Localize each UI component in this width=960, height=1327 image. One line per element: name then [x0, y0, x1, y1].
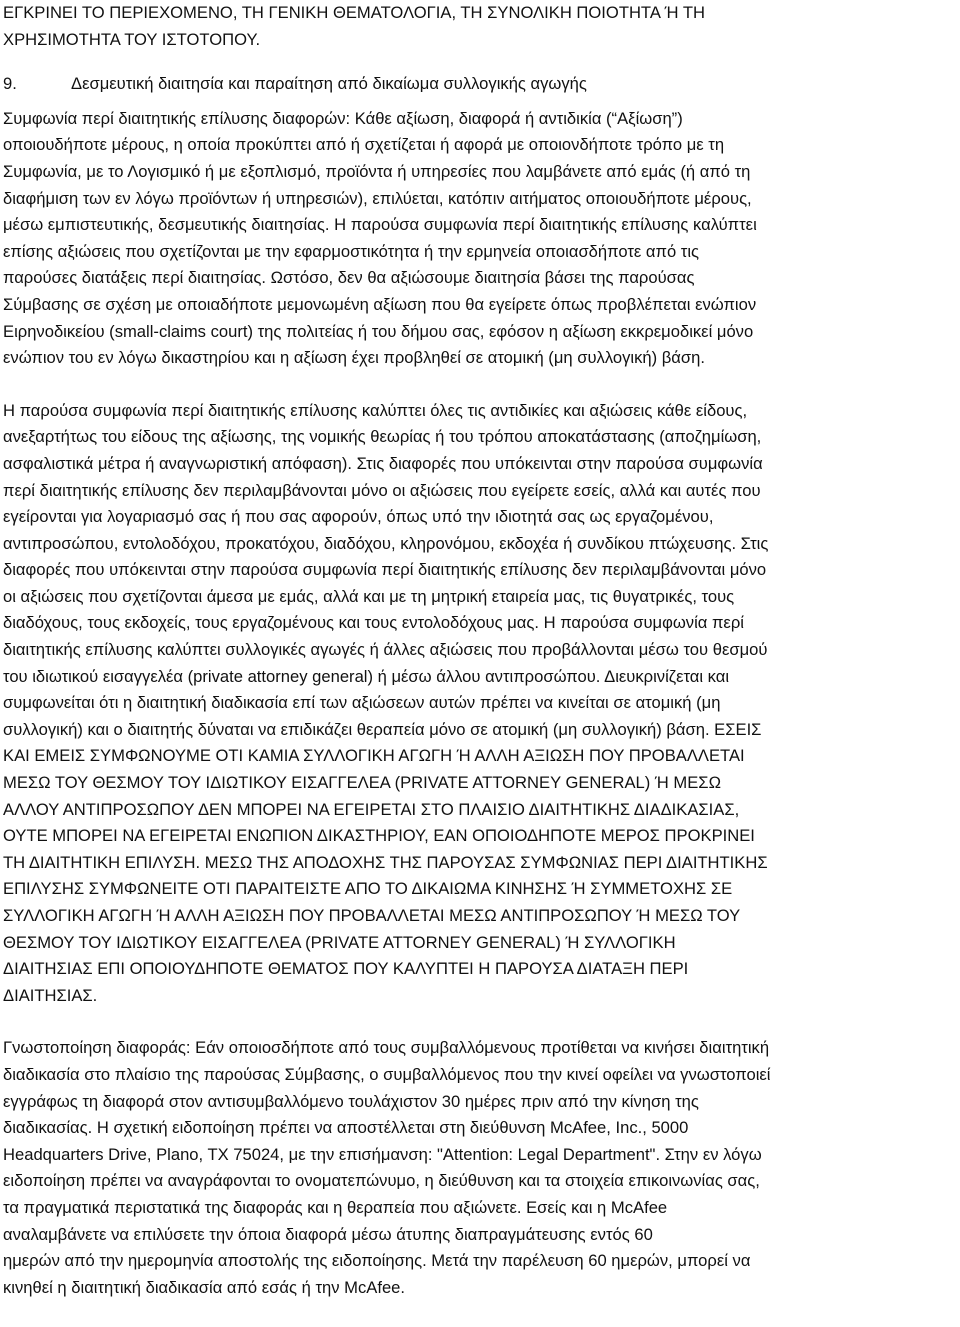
- paragraph-line: Σύμβασης σε σχέση με οποιαδήποτε μεμονωμένη αξίωση που θα εγείρετε όπως προβλέπεται ενώπιον: [3, 294, 757, 314]
- paragraph-line: Η παρούσα συμφωνία περί διαιτητικής επίλυσης καλύπτει όλες τις αντιδικίες και αξιώσεις κάθε είδους,: [3, 400, 748, 420]
- paragraph-line: ΔΙΑΙΤΗΣΙΑΣ.: [3, 985, 98, 1005]
- paragraph-line: επίσης αξιώσεις που σχετίζονται με την εφαρμοστικότητα ή την ερμηνεία οποιασδήποτε από τις: [3, 241, 700, 261]
- arbitration-agreement-paragraph: [3, 106, 960, 372]
- paragraph-line: ΕΠΙΛΥΣΗΣ ΣΥΜΦΩΝΕΙΤΕ ΟΤΙ ΠΑΡΑΙΤΕΙΣΤΕ ΑΠΟ ΤΟ ΔΙΚΑΙΩΜΑ ΚΙΝΗΣΗΣ Ή ΣΥΜΜΕΤΟΧΗΣ ΣΕ: [3, 879, 733, 899]
- paragraph-line: περί διαιτητικής επίλυσης δεν περιλαμβάνονται μόνο οι αξιώσεις που εγείρετε εσείς, αλλά και αυτές που: [3, 480, 761, 500]
- paragraph-line: διαφήμιση των εν λόγω προϊόντων ή υπηρεσιών), επιλύεται, κατόπιν αιτήματος οποιουδήποτε μέρους,: [3, 188, 752, 208]
- paragraph-line: Συμφωνία, με το Λογισμικό ή με εξοπλισμό, προϊόντα ή υπηρεσίες που λαμβάνετε από εμάς (ή από τη: [3, 161, 751, 181]
- paragraph-line: διαφορές που υπόκεινται στην παρούσα συμφωνία περί διαιτητικής επίλυσης δεν περιλαμβάνονται μόνο: [3, 560, 767, 580]
- paragraph-line: οποιουδήποτε μέρους, η οποία προκύπτει από ή σχετίζεται ή αφορά με οποιονδήποτε τρόπο με τη: [3, 135, 725, 155]
- paragraph-line: ΤΗ ΔΙΑΙΤΗΤΙΚΗ ΕΠΙΛΥΣΗ. ΜΕΣΩ ΤΗΣ ΑΠΟΔΟΧΗΣ ΤΗΣ ΠΑΡΟΥΣΑΣ ΣΥΜΦΩΝΙΑΣ ΠΕΡΙ ΔΙΑΙΤΗΤΙΚΗΣ: [3, 852, 768, 872]
- section-number: 9.: [3, 74, 17, 94]
- intro-line: ΕΓΚΡΙΝΕΙ ΤΟ ΠΕΡΙΕΧΟΜΕΝΟ, ΤΗ ΓΕΝΙΚΗ ΘΕΜΑΤΟΛΟΓΙΑ, ΤΗ ΣΥΝΟΛΙΚΗ ΠΟΙΟΤΗΤΑ Ή ΤΗ: [3, 3, 705, 22]
- paragraph-line: Ειρηνοδικείου (small-claims court) της πολιτείας ή του δήμου σας, εφόσον η αξίωση εκκρεμοδικεί μόνο: [3, 321, 754, 341]
- paragraph-line: ΔΙΑΙΤΗΣΙΑΣ ΕΠΙ ΟΠΟΙΟΥΔΗΠΟΤΕ ΘΕΜΑΤΟΣ ΠΟΥ ΚΑΛΥΠΤΕΙ Η ΠΑΡΟΥΣΑ ΔΙΑΤΑΞΗ ΠΕΡΙ: [3, 959, 689, 979]
- paragraph-line: ΣΥΛΛΟΓΙΚΗ ΑΓΩΓΗ Ή ΑΛΛΗ ΑΞΙΩΣΗ ΠΟΥ ΠΡΟΒΑΛΛΕΤΑΙ ΜΕΣΩ ΑΝΤΙΠΡΟΣΩΠΟΥ Ή ΜΕΣΩ ΤΟΥ: [3, 906, 741, 925]
- paragraph-line: Γνωστοποίηση διαφοράς: Εάν οποιοσδήποτε από τους συμβαλλόμενους προτίθεται να κινήσει διαιτητική: [3, 1038, 770, 1058]
- paragraph-line: τα πραγματικά περιστατικά της διαφοράς και η θεραπεία που αξιώνετε. Εσείς και η McAfee: [3, 1197, 668, 1217]
- paragraph-line: ΚΑΙ ΕΜΕΙΣ ΣΥΜΦΩΝΟΥΜΕ ΟΤΙ ΚΑΜΙΑ ΣΥΛΛΟΓΙΚΗ ΑΓΩΓΗ Ή ΑΛΛΗ ΑΞΙΩΣΗ ΠΟΥ ΠΡΟΒΑΛΛΕΤΑΙ: [3, 746, 745, 766]
- section-heading: [3, 71, 960, 98]
- paragraph-line: παρούσες διατάξεις περί διαιτησίας. Ωστόσο, δεν θα αξιώσουμε διαιτησία βάσει της παρούσας: [3, 268, 695, 288]
- section-title: Δεσμευτική διαιτησία και παραίτηση από δικαίωμα συλλογικής αγωγής: [71, 74, 587, 94]
- intro-text: [3, 0, 960, 53]
- intro-line: ΧΡΗΣΙΜΟΤΗΤΑ ΤΟΥ ΙΣΤΟΤΟΠΟΥ.: [3, 29, 261, 49]
- paragraph-line: ΟΥΤΕ ΜΠΟΡΕΙ ΝΑ ΕΓΕΙΡΕΤΑΙ ΕΝΩΠΙΟΝ ΔΙΚΑΣΤΗΡΙΟΥ, ΕΑΝ ΟΠΟΙΟΔΗΠΟΤΕ ΜΕΡΟΣ ΠΡΟΚΡΙΝΕΙ: [3, 826, 755, 846]
- paragraph-line: αναλαμβάνετε να επιλύσετε την όποια διαφορά μέσω άτυπης διαπραγμάτευσης εντός 60: [3, 1224, 653, 1244]
- paragraph-line: Συμφωνία περί διαιτητικής επίλυσης διαφορών: Κάθε αξίωση, διαφορά ή αντιδικία (“Αξίωση”): [3, 108, 683, 128]
- scope-and-class-waiver-paragraph: [3, 398, 960, 1010]
- paragraph-line: ενώπιον του εν λόγω δικαστηρίου και η αξίωση έχει προβληθεί σε ατομική (μη συλλογική) βάση.: [3, 348, 705, 368]
- paragraph-line: αντιπροσώπου, εντολοδόχου, προκατόχου, διαδόχου, κληρονόμου, εκδοχέα ή συνδίκου πτώχευσης. Στις: [3, 533, 769, 553]
- paragraph-line: συμφωνείται ότι η διαιτητική διαδικασία επί των αξιώσεων αυτών πρέπει να κινείται σε ατομική (μη: [3, 693, 721, 713]
- paragraph-line: διαδόχους, τους εκδοχείς, τους εργαζομένους και τους εντολοδόχους μας. Η παρούσα συμφωνία περί: [3, 613, 744, 633]
- paragraph-line: διαδικασίας. Η σχετική ειδοποίηση πρέπει να αποστέλλεται στη διεύθυνση McAfee, Inc., 5000: [3, 1118, 689, 1138]
- paragraph-line: του ιδιωτικού εισαγγελέα (private attorney general) ή μέσω άλλου αντιπροσώπου. Διευκρινίζεται και: [3, 666, 730, 686]
- paragraph-line: διαιτητικής επίλυσης καλύπτει συλλογικές αγωγές ή άλλες αξιώσεις που προβάλλονται μέσω του θεσμού: [3, 640, 768, 660]
- dispute-notice-paragraph: [3, 1035, 960, 1301]
- paragraph-line: εγγράφως τη διαφορά στον αντισυμβαλλόμενο τουλάχιστον 30 ημέρες πριν από την κίνηση της: [3, 1091, 699, 1111]
- paragraph-line: συλλογική) και ο διαιτητής δύναται να επιδικάζει θεραπεία μόνο σε ατομική (μη συλλογική) βάση. ΕΣΕΙΣ: [3, 719, 762, 739]
- paragraph-line: ασφαλιστικά μέτρα ή αναγνωριστική απόφαση). Στις διαφορές που υπόκεινται στην παρούσα συμφωνία: [3, 453, 763, 473]
- paragraph-line: μέσω εμπιστευτικής, δεσμευτικής διαιτησίας. Η παρούσα συμφωνία περί διαιτητικής επίλυσης καλύπτει: [3, 215, 757, 235]
- paragraph-line: ΑΛΛΟΥ ΑΝΤΙΠΡΟΣΩΠΟΥ ΔΕΝ ΜΠΟΡΕΙ ΝΑ ΕΓΕΙΡΕΤΑΙ ΣΤΟ ΠΛΑΙΣΙΟ ΔΙΑΙΤΗΤΙΚΗΣ ΔΙΑΔΙΚΑΣΙΑΣ,: [3, 799, 740, 819]
- paragraph-line: ειδοποίηση πρέπει να αναγράφονται το ονοματεπώνυμο, η διεύθυνση και τα στοιχεία επικοινωνίας σας,: [3, 1171, 760, 1191]
- paragraph-line: οι αξιώσεις που σχετίζονται άμεσα με εμάς, αλλά και με τη μητρική εταιρεία μας, τις θυγατρικές, τους: [3, 586, 735, 606]
- paragraph-line: ΘΕΣΜΟΥ ΤΟΥ ΙΔΙΩΤΙΚΟΥ ΕΙΣΑΓΓΕΛΕΑ (PRIVATE ATTORNEY GENERAL) Ή ΣΥΛΛΟΓΙΚΗ: [3, 932, 676, 952]
- paragraph-line: ανεξαρτήτως του είδους της αξίωσης, της νομικής θεωρίας ή του τρόπου αποκατάστασης (αποζημίωση,: [3, 427, 762, 447]
- paragraph-line: Headquarters Drive, Plano, TX 75024, με την επισήμανση: "Attention: Legal Department". Στην εν λόγω: [3, 1144, 762, 1164]
- paragraph-line: ΜΕΣΩ ΤΟΥ ΘΕΣΜΟΥ ΤΟΥ ΙΔΙΩΤΙΚΟΥ ΕΙΣΑΓΓΕΛΕΑ (PRIVATE ATTORNEY GENERAL) Ή ΜΕΣΩ: [3, 773, 721, 793]
- paragraph-line: διαδικασία στο πλαίσιο της παρούσας Σύμβασης, ο συμβαλλόμενος που την κινεί οφείλει να γνωστοποιεί: [3, 1064, 771, 1084]
- paragraph-line: κινηθεί η διαιτητική διαδικασία από εσάς ή την McAfee.: [3, 1277, 406, 1297]
- paragraph-line: εγείρονται για λογαριασμό σας ή που σας αφορούν, όπως υπό την ιδιοτητά σας ως εργαζομένου,: [3, 507, 714, 527]
- document-page: [3, 0, 960, 1301]
- paragraph-line: ημερών από την ημερομηνία αποστολής της ειδοποίησης. Μετά την παρέλευση 60 ημερών, μπορεί να: [3, 1251, 751, 1271]
